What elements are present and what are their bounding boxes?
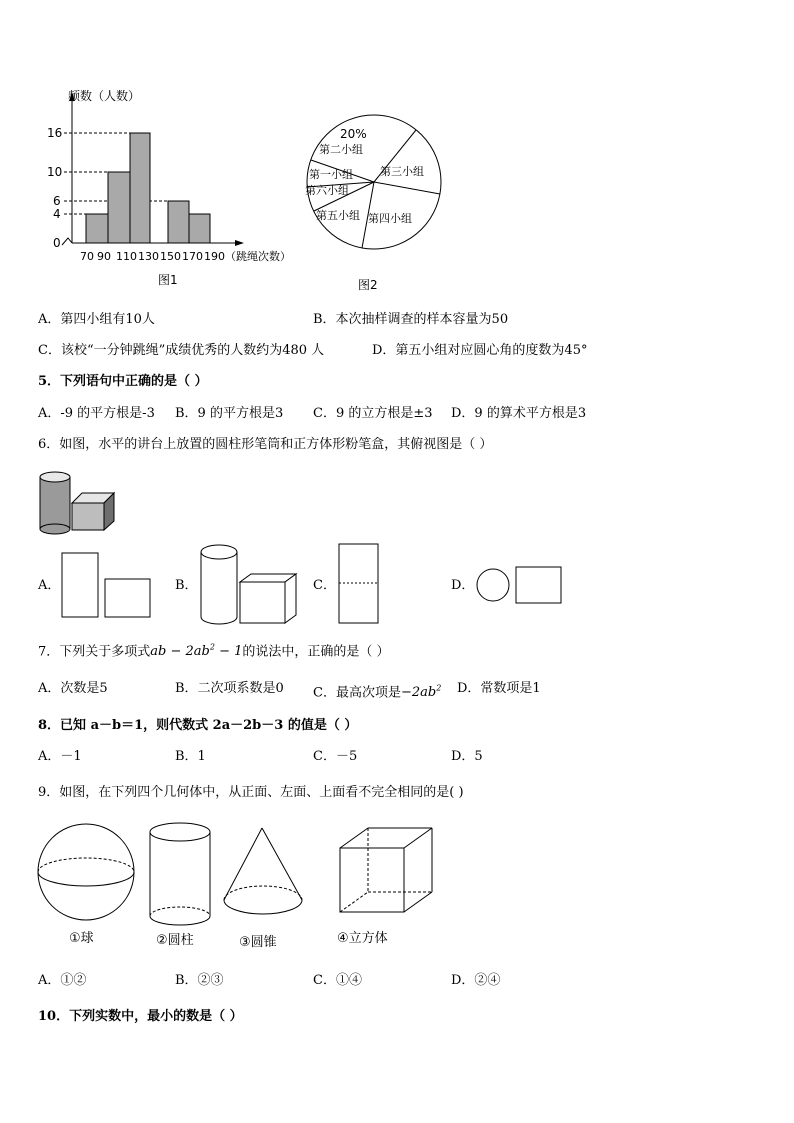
q9-solids-figure: [34, 820, 444, 955]
pie-label-group6: 第六小组: [305, 184, 349, 197]
q7-option-b: B．二次项系数是0: [175, 681, 284, 696]
q9-option-a: A．①②: [38, 973, 87, 988]
q6-option-d-figure: [476, 564, 566, 606]
y-tick-6: 6: [53, 194, 61, 208]
cylinder-shape: [150, 823, 210, 925]
pie-label-group1: 第一小组: [309, 168, 353, 181]
y-tick-10: 10: [47, 165, 63, 179]
q7-option-c-term: $-2ab^2$: [400, 684, 442, 701]
bar-110-130: [130, 133, 150, 243]
q8-option-c: C．－5: [313, 749, 358, 764]
q6-option-c-label: C．: [313, 578, 336, 593]
q6-option-b-figure: [199, 542, 299, 627]
q4-option-a: A．第四小组有10人: [38, 312, 155, 327]
label-sphere: ①球: [69, 931, 94, 946]
q7-option-c-text: C．最高次项是: [313, 685, 401, 701]
pie-label-group2: 第二小组: [319, 143, 363, 156]
q5-option-b: B．9 的平方根是3: [175, 406, 284, 421]
q8-option-d: D．5: [451, 749, 483, 764]
q5-option-a: A．-9 的平方根是-3: [38, 406, 155, 421]
q6-option-a-figure: [60, 552, 155, 620]
q4-option-b: B．本次抽样调查的样本容量为50: [313, 312, 509, 327]
q6-option-d-label: D．: [451, 578, 475, 593]
q5-option-c: C．9 的立方根是±3: [313, 406, 433, 421]
q9-stem: 9．如图，在下列四个几何体中，从正面、左面、上面看不完全相同的是( ): [38, 785, 464, 800]
pie-label-group3: 第三小组: [380, 165, 424, 178]
cone-shape: [224, 828, 302, 914]
q8-option-a: A．－1: [38, 749, 82, 764]
bar-150-170: [168, 201, 189, 243]
x-tick-170: 170: [182, 250, 203, 263]
fig2-caption: 图2: [358, 278, 378, 292]
q6-option-c-figure: [337, 543, 382, 625]
q7-stem-pre: 7．下列关于多项式: [38, 644, 151, 660]
q6-option-b-label: B．: [175, 578, 198, 593]
label-cone: ③圆锥: [239, 935, 277, 950]
q8-option-b: B．1: [175, 749, 206, 764]
q6-cylinder-cube-figure: [38, 470, 123, 536]
q7-polynomial: ab − $2ab^2 - 1$: [150, 643, 243, 660]
y-axis-label: 频数（人数）: [68, 89, 141, 103]
x-tick-70: 70: [80, 250, 94, 263]
x-tick-150: 150: [160, 250, 181, 263]
q7-option-d: D．常数项是1: [457, 681, 541, 696]
bar-70-90: [86, 214, 108, 243]
pie-label-group4: 第四小组: [368, 212, 412, 225]
x-tick-110: 110: [116, 250, 137, 263]
q8-stem: 8．已知 a－b＝1，则代数式 2a－2b－3 的值是（ ）: [38, 718, 358, 733]
q6-option-a-label: A．: [38, 578, 61, 593]
q7-stem: [38, 640, 390, 660]
q9-option-c: C．①④: [313, 973, 362, 988]
sphere-shape: [38, 824, 134, 920]
x-tick-130: 130: [138, 250, 159, 263]
q4-option-c: C．该校“一分钟跳绳”成绩优秀的人数约为480 人: [38, 343, 325, 358]
q4-option-d: D．第五小组对应圆心角的度数为45°: [372, 343, 588, 358]
q5-stem: 5．下列语句中正确的是（ ）: [38, 374, 208, 389]
y-tick-16: 16: [47, 126, 63, 140]
label-cube: ④立方体: [337, 931, 388, 946]
pie-pct-20: 20%: [340, 127, 367, 141]
q9-option-b: B．②③: [175, 973, 224, 988]
label-cylinder: ②圆柱: [156, 933, 194, 948]
y-tick-4: 4: [53, 207, 61, 221]
cube-shape: [340, 828, 432, 912]
pie-figure: [300, 105, 450, 300]
bar-90-110: [108, 172, 130, 243]
fig1-caption: 图1: [158, 273, 178, 287]
bar-170-190: [189, 214, 210, 243]
q6-stem: 6．如图，水平的讲台上放置的圆柱形笔筒和正方体形粉笔盒，其俯视图是（ ）: [38, 437, 493, 452]
q7-option-a: A．次数是5: [38, 681, 108, 696]
q5-option-d: D．9 的算术平方根是3: [451, 406, 587, 421]
pie-label-group5: 第五小组: [316, 209, 360, 222]
q7-stem-post: 的说法中，正确的是（ ）: [242, 644, 390, 660]
x-axis-label: （跳绳次数）: [225, 250, 291, 263]
y-tick-0: 0: [53, 236, 61, 250]
q7-option-c: [313, 681, 441, 701]
histogram-figure: [40, 80, 320, 295]
q10-stem: 10．下列实数中，最小的数是（ ）: [38, 1009, 243, 1024]
q9-option-d: D．②④: [451, 973, 501, 988]
x-tick-90: 90: [97, 250, 111, 263]
x-tick-190: 190: [204, 250, 225, 263]
